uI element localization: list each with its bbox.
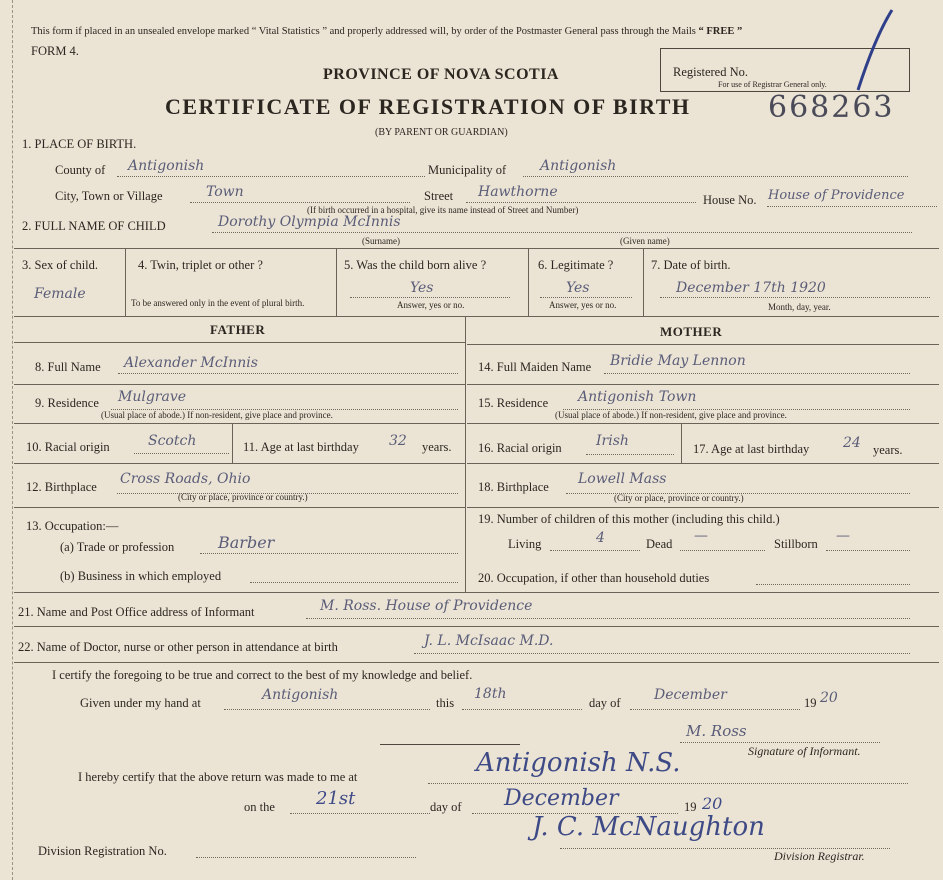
division-registration-label: Division Registration No. — [38, 844, 167, 858]
rule — [14, 626, 939, 627]
father-residence-value: Mulgrave — [118, 389, 187, 405]
informant-signature-line — [680, 742, 880, 743]
father-trade-label: (a) Trade or profession — [60, 540, 175, 554]
rule — [336, 248, 337, 316]
mother-residence-value: Antigonish Town — [578, 389, 697, 405]
rule — [14, 384, 465, 385]
year-prefix: 19 — [804, 696, 817, 710]
registrar-day-line — [290, 813, 430, 814]
father-racial-label: 10. Racial origin — [26, 440, 110, 454]
mother-name-value: Bridie May Lennon — [610, 353, 746, 369]
given-name-note: (Given name) — [620, 236, 670, 246]
registered-note: For use of Registrar General only. — [718, 80, 827, 89]
alive-value: Yes — [410, 280, 434, 296]
rule — [380, 744, 520, 745]
rule — [465, 316, 466, 592]
year-value: 20 — [820, 690, 838, 706]
registered-label: Registered No. — [673, 65, 748, 79]
given-place-value: Antigonish — [262, 687, 339, 703]
mother-heading: MOTHER — [660, 324, 723, 339]
mother-racial-label: 16. Racial origin — [478, 441, 562, 455]
father-trade-line — [200, 553, 458, 554]
twin-label: 4. Twin, triplet or other ? — [138, 258, 263, 272]
given-label: Given under my hand at — [80, 696, 201, 710]
mail-notice: This form if placed in an unsealed envelope marked “ Vital Statistics ” and properly addressed will, by order of the Postmaster General pass through the Mails “ FREE ” — [31, 26, 743, 37]
mother-age-label: 17. Age at last birthday — [693, 442, 810, 456]
legit-line — [540, 297, 632, 298]
twin-note: To be answered only in the event of plural birth. — [131, 298, 305, 308]
date-line — [660, 297, 930, 298]
alive-line — [350, 297, 510, 298]
child-name-label: 2. FULL NAME OF CHILD — [22, 219, 166, 233]
rule — [681, 423, 682, 463]
county-label: County of — [55, 163, 106, 177]
mother-birthplace-value: Lowell Mass — [578, 471, 667, 487]
informant-signature: M. Ross — [686, 722, 747, 740]
dead-line — [680, 550, 765, 551]
father-racial-line — [134, 453, 229, 454]
house-line — [767, 206, 937, 207]
mother-residence-note: (Usual place of abode.) If non-resident, give place and province. — [555, 410, 787, 420]
province-title: PROVINCE OF NOVA SCOTIA — [323, 66, 559, 83]
father-age-label: 11. Age at last birthday — [243, 440, 359, 454]
father-years: years. — [422, 440, 452, 454]
street-label: Street — [424, 189, 454, 203]
city-value: Town — [206, 184, 244, 200]
this-line — [462, 709, 582, 710]
informant-label: 21. Name and Post Office address of Informant — [18, 605, 255, 619]
father-birthplace-note: (City or place, province or country.) — [178, 492, 308, 502]
informant-signature-label: Signature of Informant. — [748, 744, 861, 758]
perforated-edge — [12, 0, 13, 880]
date-value: December 17th 1920 — [676, 280, 826, 296]
mother-children-label: 19. Number of children of this mother (including this child.) — [478, 512, 780, 526]
stillborn-line — [826, 550, 910, 551]
living-label: Living — [508, 537, 542, 551]
date-note: Month, day, year. — [768, 302, 831, 312]
rule — [467, 507, 939, 508]
on-the-label: on the — [244, 800, 275, 814]
registrar-month-value: December — [504, 786, 619, 811]
father-trade-value: Barber — [218, 533, 275, 552]
rule — [467, 384, 939, 385]
legit-label: 6. Legitimate ? — [538, 258, 614, 272]
mother-occupation-label: 20. Occupation, if other than household duties — [478, 571, 710, 585]
city-line — [190, 202, 410, 203]
municipality-value: Antigonish — [540, 158, 617, 174]
father-racial-value: Scotch — [148, 433, 197, 449]
given-place-line — [224, 709, 430, 710]
rule — [232, 423, 233, 463]
street-line — [466, 202, 696, 203]
living-line — [550, 550, 640, 551]
rule — [14, 662, 939, 663]
rule — [14, 463, 465, 464]
registrar-year-value: 20 — [702, 794, 723, 813]
registrar-day-of-label: day of — [430, 800, 462, 814]
mother-birthplace-label: 18. Birthplace — [478, 480, 549, 494]
month-line — [630, 709, 800, 710]
registrar-place-value: Antigonish N.S. — [476, 748, 681, 778]
registrar-place-line — [428, 783, 908, 784]
rule — [14, 423, 465, 424]
informant-line — [306, 618, 910, 619]
alive-note: Answer, yes or no. — [397, 300, 465, 310]
father-business-label: (b) Business in which employed — [60, 569, 222, 583]
registrar-signature: J. C. McNaughton — [532, 812, 765, 842]
doctor-line — [414, 653, 910, 654]
form-number: FORM 4. — [31, 44, 79, 58]
legit-note: Answer, yes or no. — [549, 300, 617, 310]
rule — [467, 423, 939, 424]
municipality-line — [523, 176, 908, 177]
legit-value: Yes — [566, 280, 590, 296]
rule — [643, 248, 644, 316]
father-business-line — [250, 582, 458, 583]
child-name-line — [212, 232, 912, 233]
registrar-year-prefix: 19 — [684, 800, 697, 814]
mother-birthplace-note: (City or place, province or country.) — [614, 493, 744, 503]
rule — [14, 248, 939, 249]
mother-residence-label: 15. Residence — [478, 396, 549, 410]
street-note: (If birth occurred in a hospital, give its name instead of Street and Number) — [307, 205, 579, 215]
municipality-label: Municipality of — [428, 163, 507, 177]
mother-name-line — [604, 373, 910, 374]
rule — [14, 316, 939, 317]
doctor-value: J. L. McIsaac M.D. — [424, 633, 554, 649]
father-occupation-label: 13. Occupation:— — [26, 519, 119, 533]
rule — [14, 507, 465, 508]
date-label: 7. Date of birth. — [651, 258, 731, 272]
rule — [14, 342, 465, 343]
living-value: 4 — [596, 530, 605, 546]
father-age-value: 32 — [389, 433, 407, 449]
father-birthplace-value: Cross Roads, Ohio — [120, 471, 251, 487]
sex-value: Female — [34, 286, 86, 302]
county-value: Antigonish — [128, 158, 205, 174]
this-label: this — [436, 696, 455, 710]
city-label: City, Town or Village — [55, 189, 163, 203]
father-birthplace-label: 12. Birthplace — [26, 480, 97, 494]
stillborn-value: — — [836, 528, 850, 544]
dead-value: — — [694, 528, 708, 544]
house-value: House of Providence — [768, 188, 905, 203]
checkmark-stroke — [820, 4, 900, 94]
mother-racial-value: Irish — [596, 433, 629, 449]
rule — [14, 592, 939, 593]
stillborn-label: Stillborn — [774, 537, 818, 551]
street-value: Hawthorne — [478, 184, 558, 200]
father-name-line — [118, 373, 458, 374]
dead-label: Dead — [646, 537, 673, 551]
rule — [467, 463, 939, 464]
doctor-label: 22. Name of Doctor, nurse or other person in attendance at birth — [18, 640, 338, 654]
sex-label: 3. Sex of child. — [22, 258, 99, 272]
registrar-certify-text: I hereby certify that the above return was made to me at — [78, 770, 358, 784]
place-section-label: 1. PLACE OF BIRTH. — [22, 137, 137, 151]
certificate-subtitle: (BY PARENT OR GUARDIAN) — [375, 127, 508, 138]
mother-years: years. — [873, 443, 903, 457]
county-line — [117, 176, 425, 177]
mother-age-value: 24 — [843, 435, 861, 451]
father-residence-label: 9. Residence — [35, 396, 99, 410]
registrar-label: Division Registrar. — [774, 849, 865, 863]
alive-label: 5. Was the child born alive ? — [344, 258, 487, 272]
child-name-value: Dorothy Olympia McInnis — [218, 214, 401, 230]
informant-value: M. Ross. House of Providence — [320, 598, 533, 614]
this-value: 18th — [474, 686, 507, 702]
father-name-value: Alexander McInnis — [124, 355, 258, 371]
certificate-title: CERTIFICATE OF REGISTRATION OF BIRTH — [165, 94, 691, 119]
father-name-label: 8. Full Name — [35, 360, 101, 374]
rule — [125, 248, 126, 316]
father-heading: FATHER — [210, 322, 266, 337]
rule — [528, 248, 529, 316]
rule — [467, 344, 939, 345]
certificate-number: 668263 — [768, 90, 895, 125]
mother-occupation-line — [756, 584, 910, 585]
registrar-day-value: 21st — [316, 788, 356, 809]
house-label: House No. — [703, 193, 757, 207]
mother-racial-line — [586, 454, 674, 455]
day-of-label: day of — [589, 696, 621, 710]
certify-text: I certify the foregoing to be true and correct to the best of my knowledge and belief. — [52, 668, 473, 682]
month-value: December — [654, 687, 727, 703]
father-residence-note: (Usual place of abode.) If non-resident, give place and province. — [101, 410, 333, 420]
surname-note: (Surname) — [362, 236, 400, 246]
mother-name-label: 14. Full Maiden Name — [478, 360, 592, 374]
division-registration-line — [196, 857, 416, 858]
